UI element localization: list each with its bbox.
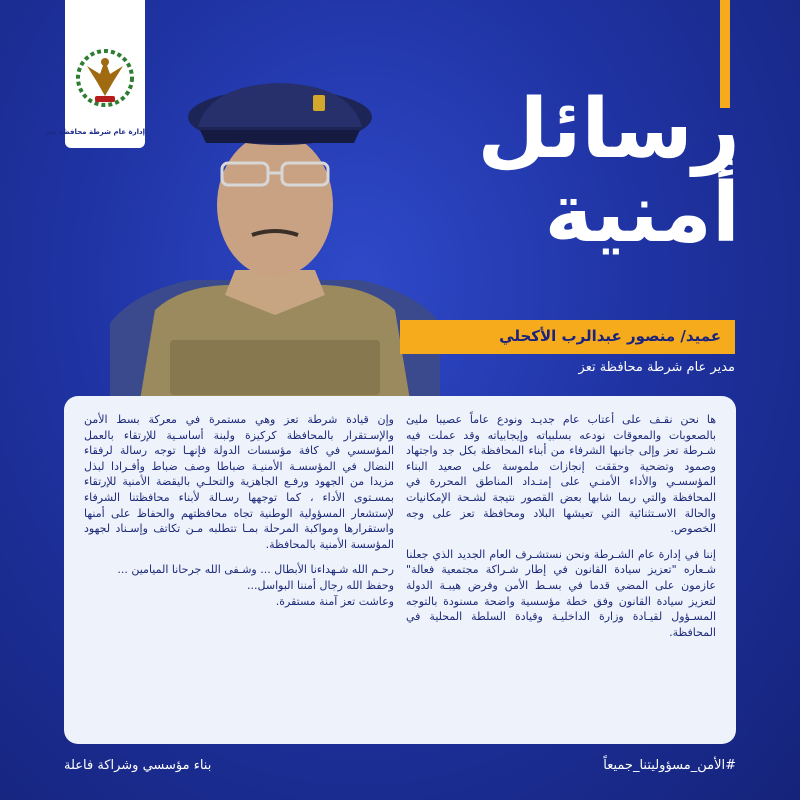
message-paragraph: ها نحن نقـف على أعتاب عام جديـد ونودع عاماً عصيبا مليئ بالصعوبات والمعوقات نودعه بسلبياته وإيجابياته وقد عملت فيه شـرطة تعز وإلى جانبها الشرفاء من أبناء المحافظة بكل جد واجتهاد وصمود وتضحية وحققت إنجازات ملموسة على صعيد البناء المؤسسـي والأداء الأمنـي على إمتـداد المناطق المحررة في المحافظة والتي ربما شابها بعض القصور نتيجة لشـحة الإمكانيات والحالة الاسـتثنائية التي تعيشها البلاد ومحافظة تعز على وجه الخصوص.: [406, 413, 716, 536]
officer-portrait: [110, 55, 440, 400]
message-column-left: [84, 412, 394, 619]
person-position: مدير عام شرطة محافظة تعز: [578, 360, 735, 375]
headline-line-2: أمنية: [544, 166, 740, 261]
logo-caption: إدارة عام شرطة محافظة تعز: [45, 128, 145, 136]
footer-hashtag: #الأمن_مسؤوليتنا_جميعاً: [603, 758, 736, 773]
footer-slogan: بناء مؤسسي وشراكة فاعلة: [64, 758, 212, 773]
message-paragraph: إننا في إدارة عام الشـرطة ونحن نستشـرف العام الجديد الذي جعلنا شـعاره "تعزيز سيادة القانون في إطار شـراكة مجتمعية فعالة" عازمون على المضي قدما في بسـط الأمن وفرض هيبـة الدولة لتعزيز سيادة القانون وفق خطة مؤسسية واضحة مسنودة بالتوجه المسـؤول لقيـادة وزارة الداخليـة وقيادة السلطة المحلية في المحافظة.: [406, 547, 716, 639]
person-name: عميد/ منصور عبدالرب الأكحلي: [400, 320, 735, 354]
message-paragraph: رحـم الله شـهداءنا الأبطال ... وشـفى الله جرحانا الميامين ... وحفظ الله رجال أمننا البواسل... وعاشت تعز آمنة مستقرة.: [117, 563, 394, 608]
headline-line-1: رسائل: [477, 82, 740, 177]
message-column-right: [406, 412, 716, 650]
message-card: [64, 396, 736, 744]
message-paragraph: وإن قيادة شرطة تعز وهي مستمرة في معركة بسط الأمن والإسـتقرار بالمحافظة كركيزة ولبنة أساسـية للإرتقاء بالعمل المؤسسي في كافة مؤسسات الدولة فإنهـا توجه رسالة لرفقاء النضال في المؤسسـة الأمنيـة ضباطا وصف ضباط وأفـرادا لبذل مزيدا من الجهود ورفـع الجاهزية والتحلـي باليقضة الأمنية للإرتقاء بمسـتوى الأداء ، كما توجهها رسـالة لأبناء محافظتنا الشرفاء لإستشعار المسؤولية الوطنية تجاه محافظتهم والحفاظ على أمنها واستقرارها ومواكبة المرحلة بمـا تتطلبه مـن تكاتف وإسـناد لجهود المؤسسة الأمنية بالمحافظة.: [84, 413, 394, 551]
